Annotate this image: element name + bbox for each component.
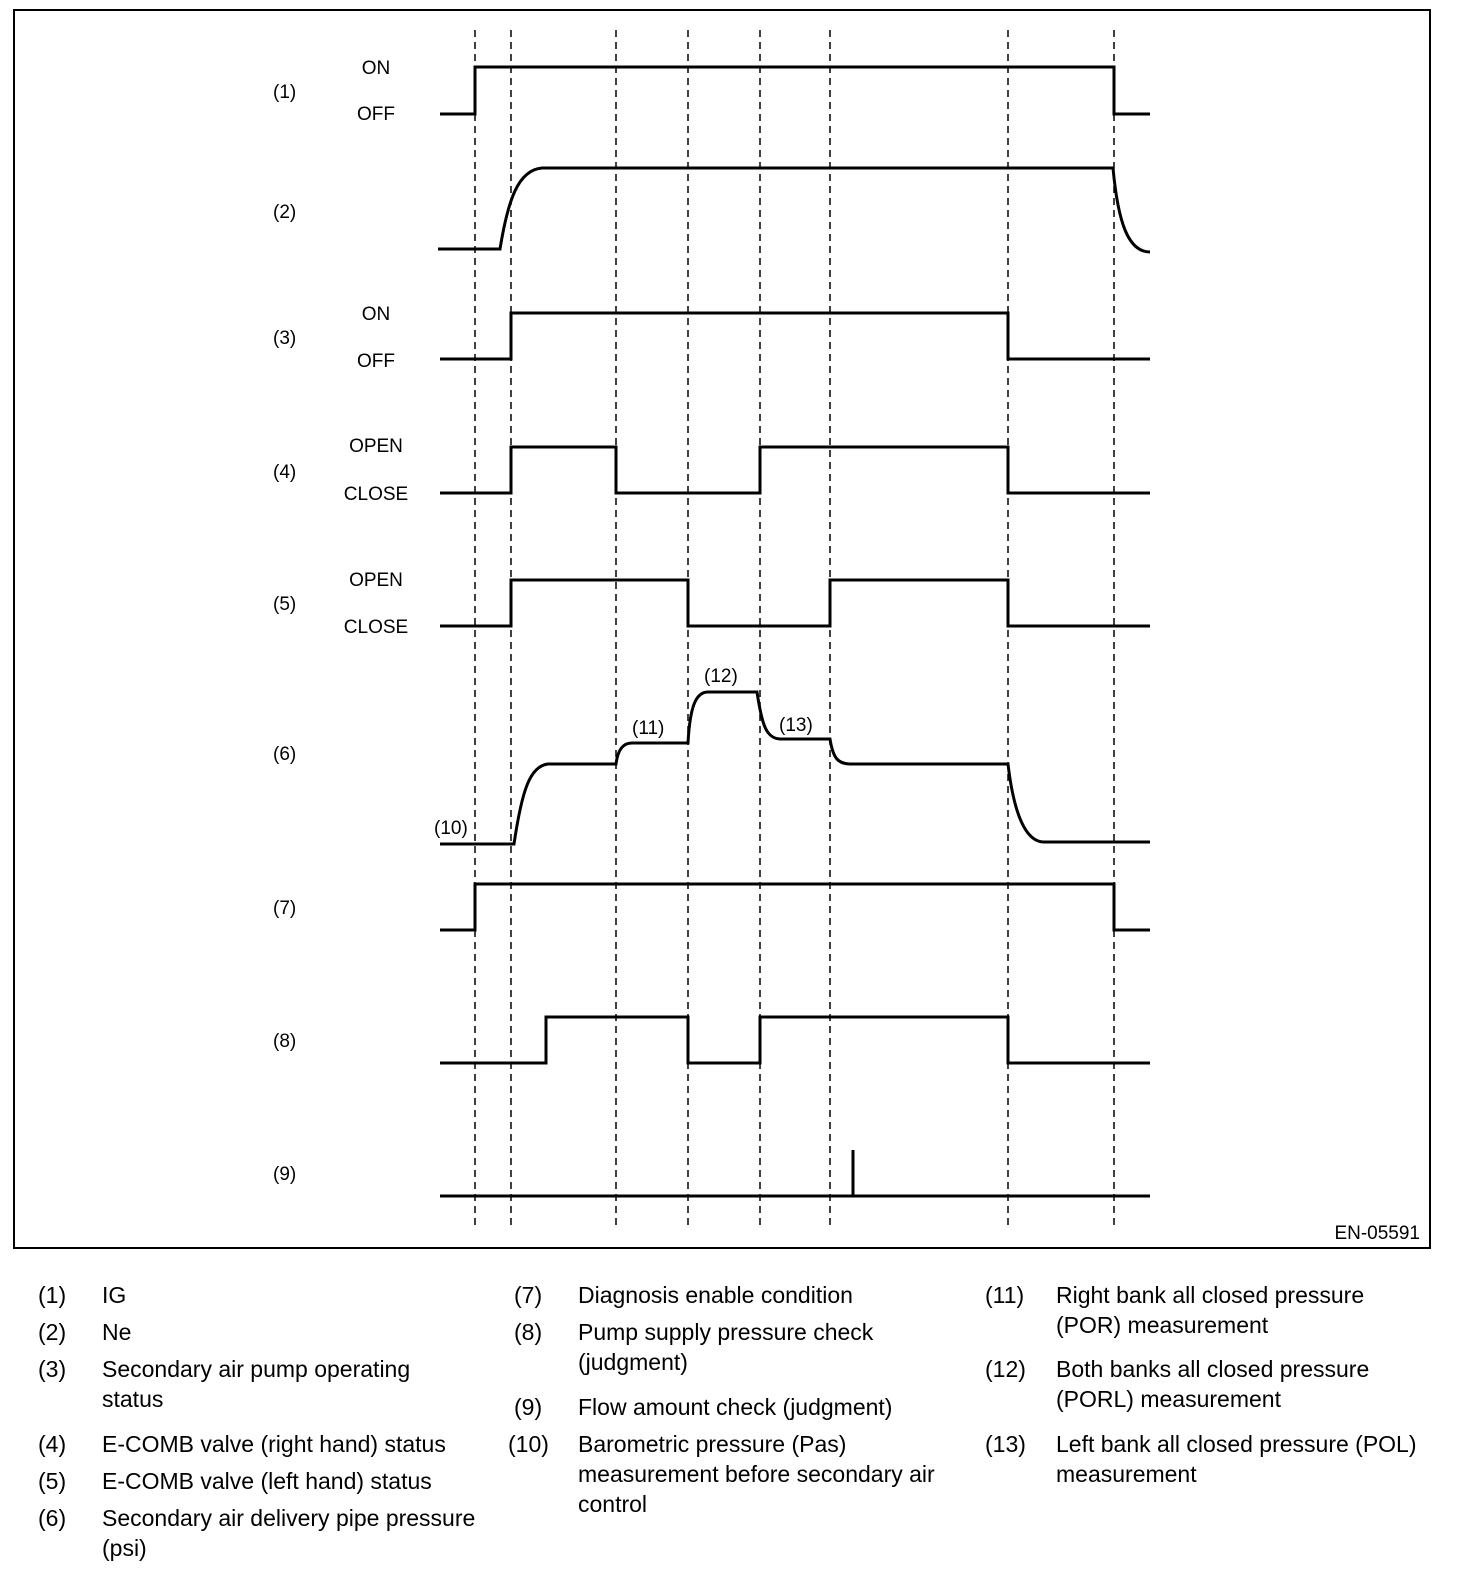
- legend-num: (7): [514, 1282, 543, 1308]
- legend-item-9: [514, 1392, 934, 1422]
- legend-item-1: [38, 1280, 478, 1310]
- legend-text: E-COMB valve (right hand) status: [102, 1431, 446, 1457]
- legend-item-6: [38, 1503, 478, 1563]
- legend-num: (5): [38, 1468, 67, 1494]
- legend-item-3: [38, 1354, 448, 1414]
- ne-trace: [438, 168, 1150, 252]
- legend-num: (11): [985, 1282, 1025, 1308]
- legend-text: Secondary air pump operating status: [102, 1356, 411, 1412]
- ecomb-right-trace: [440, 447, 1150, 493]
- legend-num: (3): [38, 1356, 67, 1382]
- ecomb-left-trace: [440, 580, 1150, 626]
- row-9-number: (9): [273, 1164, 297, 1185]
- callout-10: (10): [434, 818, 468, 839]
- row-4-number: (4): [273, 462, 297, 483]
- row-3-high-label: ON: [361, 304, 391, 325]
- callout-11: (11): [632, 718, 665, 739]
- legend-text: Left bank all closed pressure (POL) measurement: [1056, 1431, 1417, 1487]
- row-1-number: (1): [273, 82, 297, 103]
- row-2-number: (2): [273, 202, 297, 223]
- row-1-low-label: OFF: [357, 104, 395, 125]
- legend-text: Barometric pressure (Pas) measurement before secondary air control: [578, 1431, 935, 1517]
- row-3-low-label: OFF: [357, 351, 395, 372]
- row-3-number: (3): [273, 328, 297, 349]
- legend-text: IG: [102, 1282, 127, 1308]
- callout-13: (13): [779, 715, 813, 736]
- callout-12: (12): [704, 666, 738, 687]
- row-5-low-label: CLOSE: [343, 617, 409, 638]
- legend-num: (8): [514, 1319, 543, 1345]
- legend-num: (1): [38, 1282, 67, 1308]
- legend-text: Ne: [102, 1319, 132, 1345]
- legend-num: (10): [508, 1431, 549, 1457]
- legend-num: (4): [38, 1431, 67, 1457]
- legend-item-7: [514, 1280, 934, 1310]
- legend-item-4: [38, 1429, 498, 1459]
- ig-trace: [440, 67, 1150, 114]
- legend-item-11: [985, 1280, 1425, 1340]
- legend-item-8: [514, 1317, 934, 1377]
- legend-text: Diagnosis enable condition: [578, 1282, 853, 1308]
- legend-text: Both banks all closed pressure (PORL) measurement: [1056, 1356, 1370, 1412]
- legend-item-2: [38, 1317, 478, 1347]
- pump-supply-check-trace: [440, 1017, 1150, 1063]
- legend-text: Right bank all closed pressure (POR) measurement: [1056, 1282, 1365, 1338]
- legend-num: (2): [38, 1319, 67, 1345]
- row-1-high-label: ON: [361, 58, 391, 79]
- legend-num: (6): [38, 1505, 67, 1531]
- pump-status-trace: [440, 313, 1150, 359]
- legend-num: (9): [514, 1394, 543, 1420]
- legend-item-13: [985, 1429, 1425, 1489]
- row-6-number: (6): [273, 744, 297, 765]
- row-7-number: (7): [273, 898, 297, 919]
- figure-id: EN-05591: [1334, 1223, 1420, 1244]
- row-4-high-label: OPEN: [349, 436, 403, 457]
- row-5-high-label: OPEN: [349, 570, 403, 591]
- time-markers: [475, 30, 1114, 1230]
- row-4-low-label: CLOSE: [343, 484, 409, 505]
- legend-text: E-COMB valve (left hand) status: [102, 1468, 432, 1494]
- row-5-number: (5): [273, 594, 297, 615]
- legend-num: (12): [985, 1356, 1026, 1382]
- legend-item-10: [508, 1429, 938, 1519]
- legend-text: Flow amount check (judgment): [578, 1394, 893, 1420]
- legend-num: (13): [985, 1431, 1026, 1457]
- legend-item-5: [38, 1466, 498, 1496]
- legend-text: Pump supply pressure check (judgment): [578, 1319, 874, 1375]
- row-8-number: (8): [273, 1031, 297, 1052]
- diagnosis-enable-trace: [440, 884, 1150, 930]
- legend-text: Secondary air delivery pipe pressure (psi): [102, 1505, 476, 1561]
- legend-item-12: [985, 1354, 1425, 1414]
